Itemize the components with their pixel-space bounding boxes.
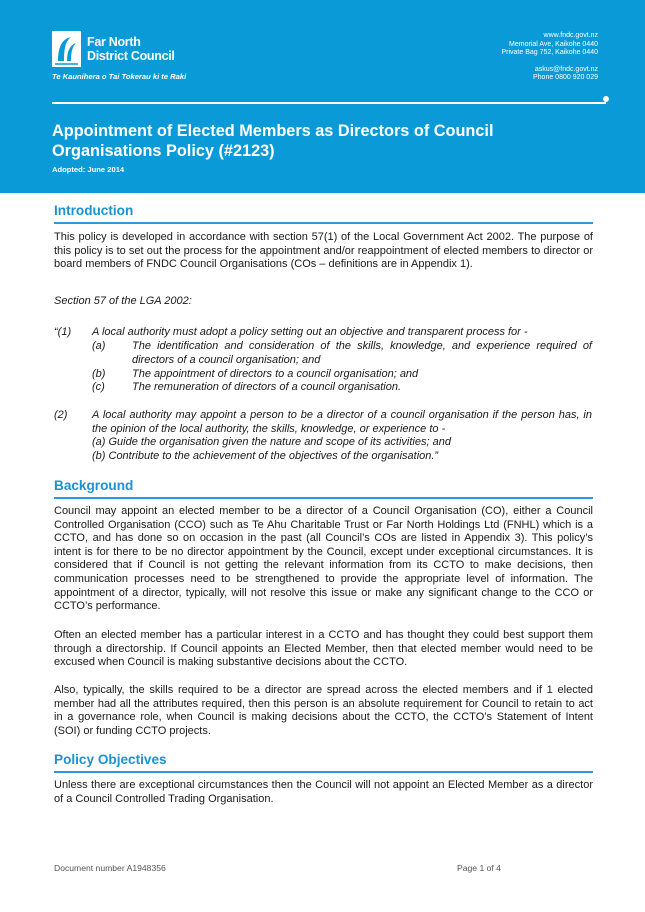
introduction-heading: Introduction xyxy=(54,203,134,218)
quote-1b-label: (b) xyxy=(92,368,106,380)
background-paragraph-3: Also, typically, the skills required to be a director are spread across the elected members and if 1 elected member had all the attributes required, then this person is an absolute requirement for Council to retain to act in a governance role, when Council is making decisions about the CCTO, the CCTO’s Statement of Intent (SOI) or funding CCTO projects. xyxy=(54,684,593,737)
quote-1-text: A local authority must adopt a policy setting out an objective and transparent process for - xyxy=(92,326,528,338)
quote-1a-text: The identification and consideration of the skills, knowledge, and experience required of directors of a council organisation; and xyxy=(132,340,592,366)
logo-line-1: Far North xyxy=(87,35,141,49)
section-57-label: Section 57 of the LGA 2002: xyxy=(54,295,192,307)
logo-wordmark xyxy=(87,35,175,63)
quote-2a-text: (a) Guide the organisation given the nature and scope of its activities; and xyxy=(92,436,451,448)
quote-2-text: A local authority may appoint a person to be a director of a council organisation if the person has, in the opinion of the local authority, the skills, knowledge, or experience to - xyxy=(92,409,592,435)
council-logo xyxy=(52,31,187,86)
banner-divider-end xyxy=(603,96,609,102)
contact-phone: Phone 0800 920 029 xyxy=(532,74,598,82)
contact-website[interactable]: www.fndc.govt.nz xyxy=(543,32,598,39)
background-paragraph-2: Often an elected member has a particular interest in a CCTO and has thought they could best support them through a directorship. If Council appoints an Elected Member, then that elected member would need to be excused when Council is making substantive decisions about the CCTO. xyxy=(54,629,593,669)
quote-2b-text: (b) Contribute to the achievement of the objectives of the organisation.” xyxy=(92,450,439,462)
footer-document-number: Document number A1948356 xyxy=(54,863,166,873)
contact-email[interactable]: askus@fndc.govt.nz xyxy=(534,65,598,73)
objectives-paragraph: Unless there are exceptional circumstances then the Council will not appoint an Elected Member as a director of a Council Controlled Trading Organisation. xyxy=(54,779,593,805)
logo-line-2: District Council xyxy=(87,49,175,63)
background-heading: Background xyxy=(54,478,134,493)
contact-street: Memorial Ave, Kaikohe 0440 xyxy=(509,40,598,48)
quote-1c-text: The remuneration of directors of a council organisation. xyxy=(132,381,402,393)
header-banner xyxy=(0,0,645,193)
objectives-rule xyxy=(54,771,593,773)
objectives-heading: Policy Objectives xyxy=(54,752,167,767)
quote-2-number: (2) xyxy=(54,409,68,421)
quote-1c-label: (c) xyxy=(92,381,105,393)
quote-1b-text: The appointment of directors to a council organisation; and xyxy=(132,368,419,380)
quote-1-number: “(1) xyxy=(54,326,72,338)
contact-block xyxy=(501,32,598,83)
background-rule xyxy=(54,497,593,499)
adopted-date: Adopted: June 2014 xyxy=(52,165,125,174)
background-paragraph-1: Council may appoint an elected member to be a director of a Council Organisation (CO), either a Council Controlled Organisation (CCO) such as Te Ahu Charitable Trust or Far North Holdings Ltd (FNHL) which is a CCTO, and has done so on occasion in the past (all Council’s COs are listed in Appendix 3). This policy’s intent is for there to be no director appointment by the Council, except under exceptional circumstances. It is considered that if Council is not getting the relevant information from its CCTO to make decisions, then communication processes need to be strengthened to provide the appropriate level of information. The appointment of a director, typically, will not resolve this issue or make any significant change to the CCO or CCTO’s performance. xyxy=(54,505,593,613)
quote-1a-label: (a) xyxy=(92,340,106,352)
footer-page-number: Page 1 of 4 xyxy=(457,863,501,873)
introduction-paragraph: This policy is developed in accordance with section 57(1) of the Local Government Act 2002. The purpose of this policy is to set out the process for the appointment and/or reappointment of elected members to director or board members of FNDC Council Organisations (COs – definitions are in Appendix 1). xyxy=(54,231,593,271)
council-logo-icon xyxy=(52,31,81,67)
logo-tagline: Te Kaunihera o Tai Tokerau ki te Raki xyxy=(52,72,187,81)
document-title: Appointment of Elected Members as Directors of Council Organisations Policy (#2123) xyxy=(52,122,494,160)
banner-divider xyxy=(52,102,606,104)
contact-postal: Private Bag 752, Kaikohe 0440 xyxy=(501,49,598,57)
introduction-rule xyxy=(54,222,593,224)
